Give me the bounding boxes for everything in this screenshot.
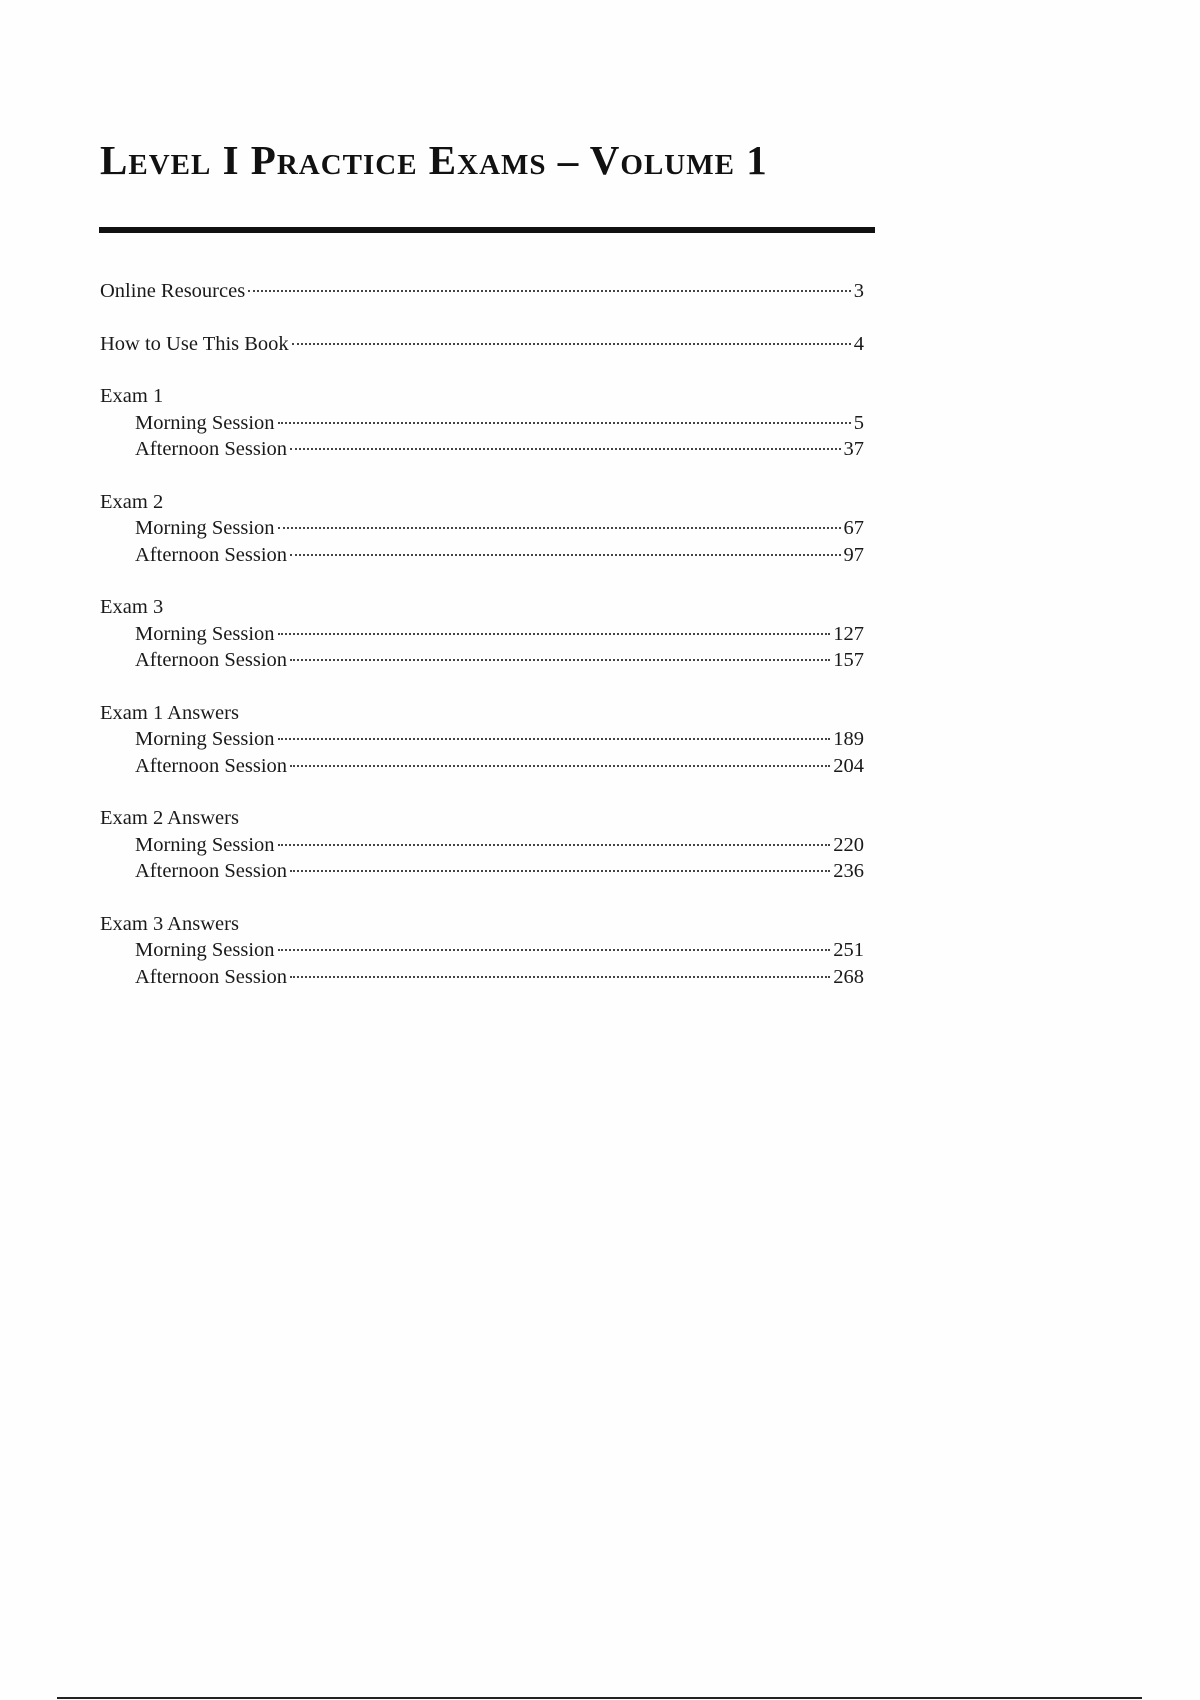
- toc-entry-label: Afternoon Session: [135, 649, 288, 671]
- toc-group-exam-3: [100, 594, 864, 674]
- page-bottom-rule: [57, 1697, 1142, 1699]
- dot-leader: [290, 870, 830, 872]
- toc-group-title: Exam 2: [100, 490, 164, 513]
- toc-entry-label: Morning Session: [135, 622, 275, 645]
- dot-leader: [278, 949, 831, 951]
- toc-entry-label: Afternoon Session: [135, 965, 288, 988]
- toc-page-number: 268: [833, 965, 864, 988]
- toc-page-number: 220: [833, 833, 864, 856]
- toc-entry-label: Afternoon Session: [135, 438, 288, 460]
- toc-page-number: 236: [833, 860, 864, 882]
- toc-group-title: Exam 2 Answers: [100, 807, 239, 829]
- toc-page-number: 5: [853, 411, 864, 434]
- toc-page-number: 127: [833, 622, 864, 645]
- toc-group-title: Exam 1 Answers: [100, 701, 239, 724]
- toc-entry-afternoon-session[interactable]: [100, 542, 864, 569]
- toc-entry-how-to-use[interactable]: [100, 331, 864, 358]
- toc-entry-morning-session[interactable]: [100, 410, 864, 437]
- dot-leader: [290, 554, 840, 556]
- toc-page-number: 67: [843, 517, 864, 539]
- toc-entry-afternoon-session[interactable]: [100, 858, 864, 885]
- toc-group-exam-2: [100, 489, 864, 569]
- toc-entry-label: Morning Session: [135, 939, 275, 961]
- dot-leader: [290, 976, 830, 978]
- toc-entry-morning-session[interactable]: [100, 726, 864, 753]
- toc-group-exam-1-answers: [100, 700, 864, 780]
- dot-leader: [278, 844, 831, 846]
- dot-leader: [278, 738, 831, 740]
- dot-leader: [290, 448, 840, 450]
- title-divider: [99, 227, 875, 233]
- dot-leader: [248, 290, 851, 292]
- toc-group-title: Exam 1: [100, 385, 164, 407]
- toc-page-number: 189: [833, 728, 864, 750]
- toc-entry-label: Morning Session: [135, 517, 275, 539]
- toc-page-number: 97: [843, 543, 864, 566]
- toc-page-number: 4: [853, 332, 864, 355]
- toc-entry-label: Morning Session: [135, 833, 275, 856]
- toc-entry-morning-session[interactable]: [100, 515, 864, 542]
- dot-leader: [290, 659, 830, 661]
- toc-entry-afternoon-session[interactable]: [100, 436, 864, 463]
- toc-entry-label: Online Resources: [100, 280, 246, 302]
- toc-entry-afternoon-session[interactable]: [100, 964, 864, 991]
- toc-entry-label: Afternoon Session: [135, 754, 288, 777]
- toc-group-exam-3-answers: [100, 911, 864, 991]
- toc-group-exam-1: [100, 383, 864, 463]
- dot-leader: [292, 343, 851, 345]
- dot-leader: [278, 633, 831, 635]
- toc-entry-morning-session[interactable]: [100, 937, 864, 964]
- toc-entry-label: Morning Session: [135, 411, 275, 434]
- toc-entry-morning-session[interactable]: [100, 621, 864, 648]
- toc-page-number: 251: [833, 939, 864, 961]
- toc-page-number: 157: [833, 649, 864, 671]
- toc-page-number: 37: [843, 438, 864, 460]
- toc-group-title: Exam 3: [100, 596, 164, 618]
- toc-entry-label: Morning Session: [135, 728, 275, 750]
- toc-entry-online-resources[interactable]: [100, 278, 864, 305]
- toc-entry-label: Afternoon Session: [135, 860, 288, 882]
- toc-group-title: Exam 3 Answers: [100, 912, 239, 935]
- page-title: Level I Practice Exams – Volume 1: [100, 137, 768, 183]
- dot-leader: [290, 765, 830, 767]
- toc-entry-label: Afternoon Session: [135, 543, 288, 566]
- table-of-contents: [100, 278, 864, 1016]
- toc-group-exam-2-answers: [100, 805, 864, 885]
- toc-entry-label: How to Use This Book: [100, 332, 289, 355]
- toc-entry-afternoon-session[interactable]: [100, 647, 864, 674]
- dot-leader: [278, 527, 841, 529]
- toc-entry-afternoon-session[interactable]: [100, 753, 864, 780]
- dot-leader: [278, 422, 851, 424]
- toc-page-number: 3: [853, 280, 864, 302]
- toc-page-number: 204: [833, 754, 864, 777]
- toc-entry-morning-session[interactable]: [100, 832, 864, 859]
